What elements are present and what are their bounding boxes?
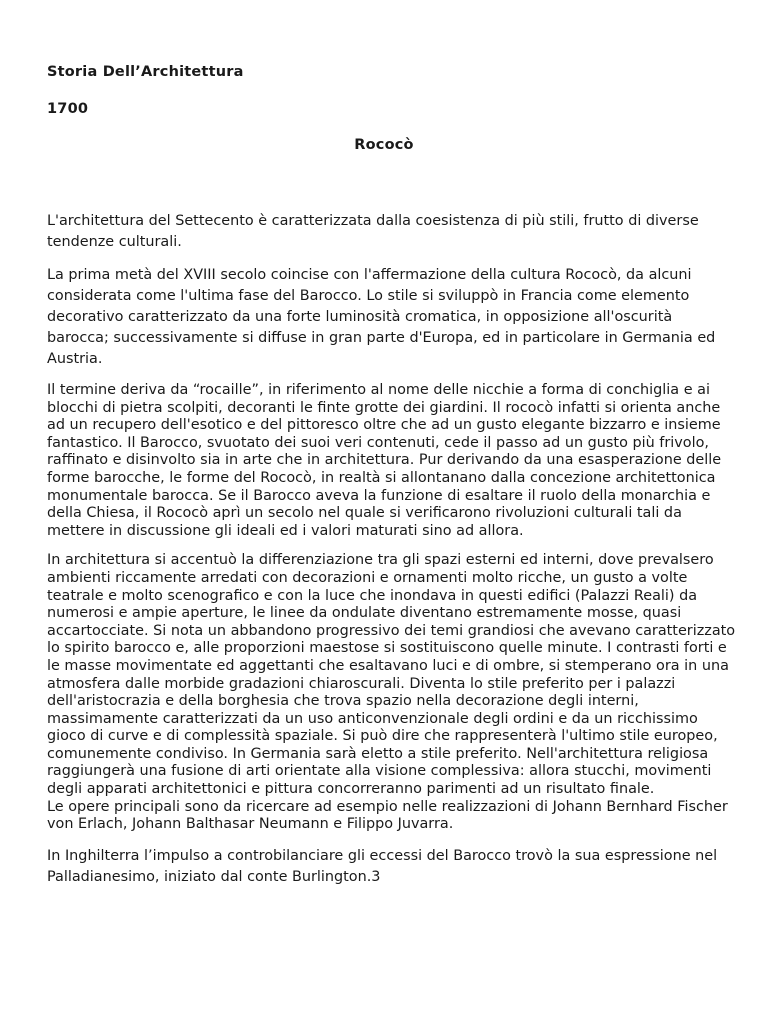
paragraph-intro: L'architettura del Settecento è caratterizzata dalla coesistenza di più stili, frutto di diverse tendenze culturali. [47,213,699,250]
document-year: 1700 [47,101,89,117]
paragraph-architecture: In architettura si accentuò la differenziazione tra gli spazi esterni ed interni, dove prevalsero ambienti riccamente arredati con decorazioni e ornamenti molto ricche, un gusto a volte teatrale e molto scenografico e con la luce che inondava in questi edifici (Palazzi Reali) da numerosi e ampie aperture, le linee da ondulate diventano estremamente mosse, quasi accartocciate. Si nota un abbandono progressivo dei temi grandiosi che avevano caratterizzato lo spirito barocco e, alle proporzioni maestose si sostituiscono quelle minute. I contrasti forti e le masse movimentate ed aggettanti che esaltavano luci e di ombre, si stemperano ora in una atmosfera dalle morbide gradazioni chiaroscurali. Diventa lo stile preferito per i palazzi dell'aristocrazia e della borghesia che trova spazio nella decorazione degli interni, massimamente caratterizzati da un uso anticonvenzionale degli ordini e da un ricchissimo gioco di curve e di complessità spaziale. Si può dire che rappresenterà l'ultimo stile europeo, comunemente condiviso. In Germania sarà eletto a stile preferito. Nell'architettura religiosa raggiungerà una fusione di arti orientate alla visione complessiva: allora stucchi, movimenti degli apparati architettonici e pittura concorreranno parimenti ad un risultato finale. [47,552,736,798]
page-title [0,137,768,153]
paragraph-term-origin: Il termine deriva da “rocaille”, in riferimento al nome delle nicchie a forma di conchiglia e ai blocchi di pietra scolpiti, decoranti le finte grotte dei giardini. Il rococò infatti si orienta anche ad un recupero dell'esotico e del pittoresco oltre che ad un gusto elegante bizzarro e insieme fantastico. Il Barocco, svuotato dei suoi veri contenuti, cede il passo ad un gusto più frivolo, raffinato e disinvolto sia in arte che in architettura. Pur derivando da una esasperazione delle forme barocche, le forme del Rococò, in realtà si allontanano dalla concezione architettonica monumentale barocca. Se il Barocco aveva la funzione di esaltare il ruolo della monarchia e della Chiesa, il Rococò aprì un secolo nel quale si verificarono rivoluzioni culturali tali da mettere in discussione gli ideali ed i valori maturati sino ad allora. [47,382,722,539]
document-body [47,211,737,900]
document-heading: Storia Dell’Architettura [47,64,244,80]
page-title-text: Rococò [354,137,414,153]
paragraph-main-works: Le opere principali sono da ricercare ad esempio nelle realizzazioni di Johann Bernhard Fischer von Erlach, Johann Balthasar Neumann e Filippo Juvarra. [47,798,728,833]
paragraph-england: In Inghilterra l’impulso a controbilanciare gli eccessi del Barocco trovò la sua espressione nel Palladianesimo, iniziato dal conte Burlington.3 [47,847,718,885]
paragraph-first-half: La prima metà del XVIII secolo coincise con l'affermazione della cultura Rococò, da alcuni considerata come l'ultima fase del Barocco. Lo stile si sviluppò in Francia come elemento decorativo caratterizzato da una forte luminosità cromatica, in opposizione all'oscurità barocca; successivamente si diffuse in gran parte d'Europa, ed in particolare in Germania ed Austria. [47,267,716,367]
